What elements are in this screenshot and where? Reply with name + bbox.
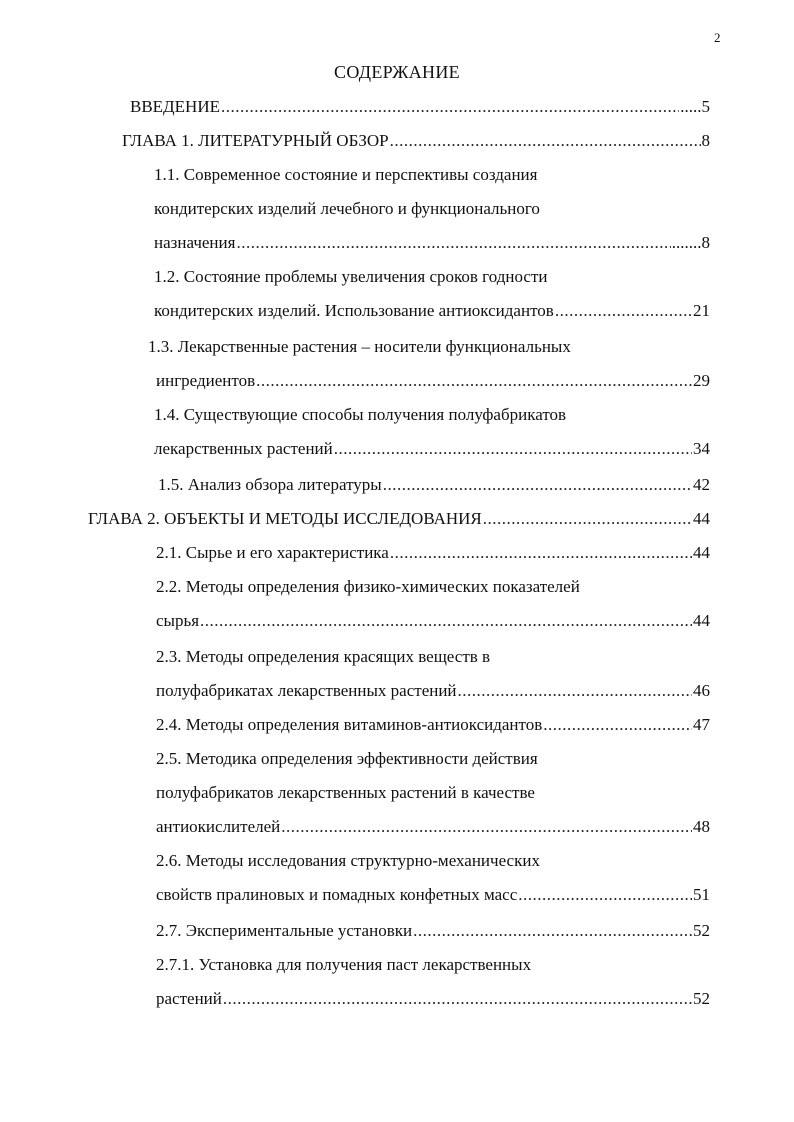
toc-entry-title: 2.2. Методы определения физико-химических показателей: [156, 577, 580, 596]
toc-entry-title: ВВЕДЕНИЕ: [130, 97, 220, 116]
toc-entry-title-line[interactable]: [156, 782, 535, 804]
toc-entry-title-line[interactable]: [156, 850, 540, 872]
toc-entry-title-line[interactable]: [154, 404, 566, 426]
toc-entry-page: 21: [693, 301, 710, 320]
toc-entry-title-line[interactable]: [156, 954, 531, 976]
toc-entry-title: 2.1. Сырье и его характеристика: [156, 543, 389, 562]
toc-entry-title: полуфабрикатов лекарственных растений в качестве: [156, 783, 535, 802]
page-number: 2: [714, 30, 721, 45]
toc-entry-chapter-2[interactable]: [88, 508, 710, 530]
toc-leader-dots: [390, 130, 701, 152]
toc-entry-title-line[interactable]: [154, 266, 547, 288]
toc-entry-title-line[interactable]: [148, 336, 571, 358]
toc-entry-section-1-5[interactable]: [158, 474, 710, 496]
toc-leader-dots: [223, 988, 692, 1010]
toc-entry-section-2-4[interactable]: [156, 714, 710, 736]
toc-entry-title: 2.7.1. Установка для получения паст лекарственных: [156, 955, 532, 974]
toc-leader-dots: [334, 438, 692, 460]
toc-entry-section-2-3[interactable]: [156, 680, 710, 702]
toc-entry-title: ГЛАВА 2. ОБЪЕКТЫ И МЕТОДЫ ИССЛЕДОВАНИЯ: [88, 509, 482, 528]
toc-entry-page: 44: [693, 611, 710, 630]
toc-entry-title: ингредиентов: [156, 371, 256, 390]
toc-leader-dots: [543, 714, 692, 736]
toc-entry-title: сырья: [156, 611, 200, 630]
toc-entry-page: 48: [693, 817, 710, 836]
toc-entry-page: 51: [693, 885, 710, 904]
toc-entry-page: .......8: [671, 233, 710, 252]
toc-entry-section-2-7[interactable]: [156, 920, 710, 942]
toc-entry-title: ГЛАВА 1. ЛИТЕРАТУРНЫЙ ОБЗОР: [122, 131, 389, 150]
toc-entry-title-line[interactable]: [154, 164, 537, 186]
toc-entry-title: 1.3. Лекарственные растения – носители функциональных: [148, 337, 571, 356]
toc-entry-title: свойств пралиновых и помадных конфетных масс: [156, 885, 518, 904]
toc-entry-title: 2.7. Экспериментальные установки: [156, 921, 413, 940]
toc-entry-title: полуфабрикатах лекарственных растений: [156, 681, 457, 700]
toc-entry-title: кондитерских изделий. Использование антиоксидантов: [154, 301, 554, 320]
toc-entry-title: антиокислителей: [156, 817, 281, 836]
toc-leader-dots: [390, 542, 692, 564]
toc-entry-page: 42: [693, 475, 710, 494]
toc-entry-title: 2.3. Методы определения красящих веществ в: [156, 647, 491, 666]
toc-entry-section-2-2[interactable]: [156, 610, 710, 632]
toc-entry-page: 52: [693, 989, 710, 1008]
toc-entry-title-line[interactable]: [154, 198, 540, 220]
toc-entry-title-line[interactable]: [156, 646, 490, 668]
toc-leader-dots: [256, 370, 692, 392]
toc-leader-dots: [383, 474, 692, 496]
toc-leader-dots: [221, 96, 679, 118]
toc-entry-section-1-4[interactable]: [154, 438, 710, 460]
toc-entry-chapter-1[interactable]: [122, 130, 710, 152]
toc-entry-title-line[interactable]: [156, 576, 580, 598]
toc-leader-dots: [555, 300, 692, 322]
toc-entry-section-2-6[interactable]: [156, 884, 710, 906]
toc-entry-section-1-3[interactable]: [156, 370, 710, 392]
toc-leader-dots: [200, 610, 692, 632]
toc-entry-page: 46: [693, 681, 710, 700]
toc-entry-title: растений: [156, 989, 222, 1008]
toc-entry-title: 1.4. Существующие способы получения полуфабрикатов: [154, 405, 567, 424]
toc-entry-section-1-2[interactable]: [154, 300, 710, 322]
toc-entry-section-2-5[interactable]: [156, 816, 710, 838]
toc-entry-title: 2.5. Методика определения эффективности действия: [156, 749, 538, 768]
toc-entry-page: 34: [693, 439, 710, 458]
toc-entry-section-2-1[interactable]: [156, 542, 710, 564]
toc-entry-title: 1.2. Состояние проблемы увеличения сроков годности: [154, 267, 548, 286]
toc-leader-dots: [518, 884, 692, 906]
toc-entry-page: 29: [693, 371, 710, 390]
toc-entry-title-line[interactable]: [156, 748, 538, 770]
toc-leader-dots: [483, 508, 692, 530]
toc-entry-title: лекарственных растений: [154, 439, 333, 458]
toc-entry-introduction[interactable]: [130, 96, 710, 118]
toc-entry-page: 47: [693, 715, 710, 734]
toc-entry-page: 52: [693, 921, 710, 940]
toc-entry-title: 2.4. Методы определения витаминов-антиоксидантов: [156, 715, 543, 734]
toc-entry-page: 44: [693, 543, 710, 562]
toc-entry-section-2-7-1[interactable]: [156, 988, 710, 1010]
toc-heading: СОДЕРЖАНИЕ: [334, 62, 460, 82]
toc-entry-title: назначения: [154, 233, 236, 252]
toc-entry-title: 1.1. Современное состояние и перспективы создания: [154, 165, 538, 184]
toc-leader-dots: [413, 920, 692, 942]
toc-entry-page: 8: [701, 131, 710, 150]
toc-entry-section-1-1[interactable]: [154, 232, 710, 254]
toc-entry-title: 2.6. Методы исследования структурно-механических: [156, 851, 540, 870]
toc-entry-page: .....5: [680, 97, 710, 116]
toc-entry-title: 1.5. Анализ обзора литературы: [158, 475, 382, 494]
toc-entry-page: 44: [693, 509, 710, 528]
toc-entry-title: кондитерских изделий лечебного и функционального: [154, 199, 540, 218]
toc-leader-dots: [458, 680, 692, 702]
toc-leader-dots: [236, 232, 670, 254]
toc-leader-dots: [281, 816, 692, 838]
